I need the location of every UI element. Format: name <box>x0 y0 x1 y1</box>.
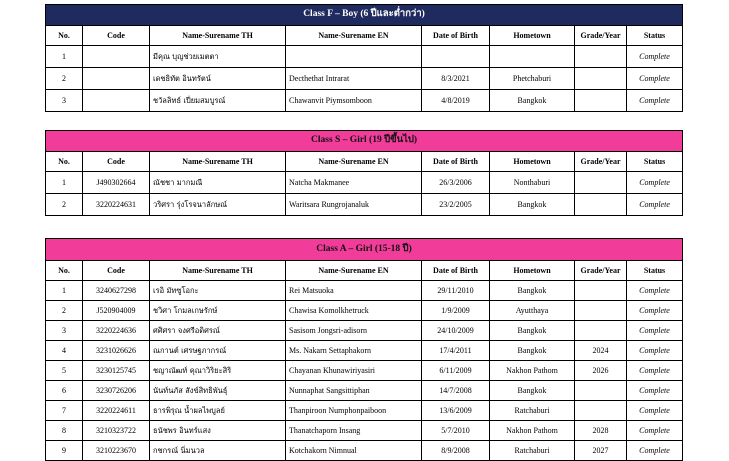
cell-hometown: Bangkok <box>490 281 575 301</box>
cell-status: Complete <box>627 68 683 90</box>
cell-no: 1 <box>46 281 83 301</box>
cell-hometown <box>490 46 575 68</box>
cell-code: 3220224636 <box>83 321 150 341</box>
cell-no: 2 <box>46 68 83 90</box>
table-row <box>46 401 683 421</box>
cell-no: 3 <box>46 90 83 112</box>
cell-status: Complete <box>627 301 683 321</box>
header-grade: Grade/Year <box>575 26 627 46</box>
header-status: Status <box>627 26 683 46</box>
cell-hometown: Nakhon Pathom <box>490 421 575 441</box>
cell-grade <box>575 381 627 401</box>
cell-hometown: Bangkok <box>490 90 575 112</box>
header-hometown: Hometown <box>490 26 575 46</box>
cell-status: Complete <box>627 381 683 401</box>
header-name-en: Name-Surename EN <box>286 152 422 172</box>
cell-no: 8 <box>46 421 83 441</box>
cell-status: Complete <box>627 194 683 216</box>
table-row <box>46 321 683 341</box>
cell-grade <box>575 90 627 112</box>
table-title: Class A – Girl (15-18 ปี) <box>46 239 683 261</box>
cell-hometown: Phetchaburi <box>490 68 575 90</box>
cell-grade <box>575 194 627 216</box>
header-dob: Date of Birth <box>422 26 490 46</box>
cell-name-en: Ms. Nakarn Settaphakorn <box>286 341 422 361</box>
cell-hometown: Bangkok <box>490 341 575 361</box>
cell-no: 5 <box>46 361 83 381</box>
cell-dob <box>422 46 490 68</box>
cell-name-en: Natcha Makmanee <box>286 172 422 194</box>
header-name-en: Name-Surename EN <box>286 261 422 281</box>
cell-name-th: วริศรา รุ่งโรจนาลักษณ์ <box>150 194 286 216</box>
cell-no: 4 <box>46 341 83 361</box>
table-row <box>46 90 683 112</box>
cell-status: Complete <box>627 441 683 461</box>
cell-code: 3210223670 <box>83 441 150 461</box>
cell-code: 3220224611 <box>83 401 150 421</box>
cell-name-th: ชวิศา โกมลเกษรักษ์ <box>150 301 286 321</box>
cell-no: 6 <box>46 381 83 401</box>
table-row <box>46 68 683 90</box>
cell-name-th: กชกรณ์ นิ่มนวล <box>150 441 286 461</box>
header-code: Code <box>83 26 150 46</box>
cell-dob: 6/11/2009 <box>422 361 490 381</box>
cell-status: Complete <box>627 421 683 441</box>
cell-status: Complete <box>627 281 683 301</box>
header-hometown: Hometown <box>490 261 575 281</box>
cell-status: Complete <box>627 46 683 68</box>
table-row <box>46 46 683 68</box>
header-status: Status <box>627 261 683 281</box>
cell-no: 9 <box>46 441 83 461</box>
header-hometown: Hometown <box>490 152 575 172</box>
cell-name-en: Thanatchaporn Insang <box>286 421 422 441</box>
cell-code: 3210323722 <box>83 421 150 441</box>
cell-dob: 29/11/2010 <box>422 281 490 301</box>
header-dob: Date of Birth <box>422 152 490 172</box>
cell-grade <box>575 401 627 421</box>
header-no: No. <box>46 152 83 172</box>
cell-status: Complete <box>627 321 683 341</box>
table-row <box>46 301 683 321</box>
cell-status: Complete <box>627 341 683 361</box>
cell-name-en <box>286 46 422 68</box>
cell-name-en: Rei Matsuoka <box>286 281 422 301</box>
cell-name-th: ธนัชพร อินทร์แสง <box>150 421 286 441</box>
header-row <box>46 261 683 281</box>
header-dob: Date of Birth <box>422 261 490 281</box>
cell-dob: 14/7/2008 <box>422 381 490 401</box>
cell-name-en: Nunnaphat Sangsittiphan <box>286 381 422 401</box>
cell-code: 3240627298 <box>83 281 150 301</box>
cell-name-en: Chawisa Komolkhetruck <box>286 301 422 321</box>
cell-dob: 17/4/2011 <box>422 341 490 361</box>
cell-grade <box>575 301 627 321</box>
table-row <box>46 441 683 461</box>
table-title: Class S – Girl (19 ปีขึ้นไป) <box>46 131 683 152</box>
cell-grade <box>575 281 627 301</box>
cell-status: Complete <box>627 90 683 112</box>
cell-hometown: Ayutthaya <box>490 301 575 321</box>
header-grade: Grade/Year <box>575 261 627 281</box>
cell-code: 3220224631 <box>83 194 150 216</box>
cell-name-en: Sasisom Jongsri-adisorn <box>286 321 422 341</box>
cell-hometown: Bangkok <box>490 194 575 216</box>
cell-code <box>83 90 150 112</box>
table-row <box>46 194 683 216</box>
cell-name-en: Decthethat Intrarat <box>286 68 422 90</box>
cell-dob: 5/7/2010 <box>422 421 490 441</box>
cell-grade: 2027 <box>575 441 627 461</box>
cell-dob: 8/9/2008 <box>422 441 490 461</box>
cell-hometown: Nonthaburi <box>490 172 575 194</box>
cell-no: 1 <box>46 46 83 68</box>
header-name-th: Name-Surename TH <box>150 26 286 46</box>
cell-name-th: ธารพิรุณ น้ำผลไพบูลย์ <box>150 401 286 421</box>
cell-name-en: Chayanan Khunawiriyasiri <box>286 361 422 381</box>
cell-code: J520904009 <box>83 301 150 321</box>
cell-hometown: Ratchaburi <box>490 401 575 421</box>
header-row <box>46 26 683 46</box>
cell-status: Complete <box>627 361 683 381</box>
cell-grade: 2024 <box>575 341 627 361</box>
cell-grade <box>575 172 627 194</box>
cell-dob: 26/3/2006 <box>422 172 490 194</box>
class-f-boy-table <box>45 4 683 112</box>
cell-name-th: เรอิ มัทซูโอกะ <box>150 281 286 301</box>
cell-code: J490302664 <box>83 172 150 194</box>
cell-no: 2 <box>46 194 83 216</box>
cell-dob: 4/8/2019 <box>422 90 490 112</box>
header-name-th: Name-Surename TH <box>150 152 286 172</box>
cell-grade: 2028 <box>575 421 627 441</box>
cell-grade <box>575 321 627 341</box>
cell-name-en: Kotchakorn Nimnual <box>286 441 422 461</box>
cell-no: 1 <box>46 172 83 194</box>
table-row <box>46 172 683 194</box>
cell-name-th: นันท์นภัส สังข์สิทธิพันธุ์ <box>150 381 286 401</box>
cell-name-en: Thanpiroon Numphonpaiboon <box>286 401 422 421</box>
cell-no: 7 <box>46 401 83 421</box>
table-title: Class F – Boy (6 ปีและต่ำกว่า) <box>46 5 683 26</box>
cell-code: 3231026626 <box>83 341 150 361</box>
table-row <box>46 341 683 361</box>
cell-status: Complete <box>627 172 683 194</box>
table-row <box>46 381 683 401</box>
cell-name-en: Chawanvit Piymsomboon <box>286 90 422 112</box>
cell-status: Complete <box>627 401 683 421</box>
header-name-en: Name-Surename EN <box>286 26 422 46</box>
class-s-girl-table <box>45 130 683 216</box>
header-code: Code <box>83 152 150 172</box>
cell-dob: 8/3/2021 <box>422 68 490 90</box>
cell-code: 3230726206 <box>83 381 150 401</box>
cell-dob: 13/6/2009 <box>422 401 490 421</box>
cell-dob: 24/10/2009 <box>422 321 490 341</box>
cell-no: 2 <box>46 301 83 321</box>
header-name-th: Name-Surename TH <box>150 261 286 281</box>
cell-name-th: มีคุณ บุญช่วยเมตตา <box>150 46 286 68</box>
header-grade: Grade/Year <box>575 152 627 172</box>
cell-name-th: ณกานต์ เศรษฐภากรณ์ <box>150 341 286 361</box>
cell-code: 3230125745 <box>83 361 150 381</box>
cell-code <box>83 68 150 90</box>
header-status: Status <box>627 152 683 172</box>
cell-code <box>83 46 150 68</box>
cell-hometown: Nakhon Pathom <box>490 361 575 381</box>
cell-hometown: Bangkok <box>490 321 575 341</box>
cell-hometown: Bangkok <box>490 381 575 401</box>
cell-name-en: Waritsara Rungrojanaluk <box>286 194 422 216</box>
cell-no: 3 <box>46 321 83 341</box>
cell-dob: 1/9/2009 <box>422 301 490 321</box>
cell-dob: 23/2/2005 <box>422 194 490 216</box>
header-code: Code <box>83 261 150 281</box>
cell-grade: 2026 <box>575 361 627 381</box>
cell-name-th: ชวัลลิทธ์ เปี่ยมสมบูรณ์ <box>150 90 286 112</box>
header-row <box>46 152 683 172</box>
cell-name-th: ศศิศรา จงศรีอดิศรณ์ <box>150 321 286 341</box>
class-a-girl-table <box>45 238 683 461</box>
cell-name-th: ณัชชา มากมณี <box>150 172 286 194</box>
table-row <box>46 281 683 301</box>
table-row <box>46 421 683 441</box>
header-no: No. <box>46 26 83 46</box>
header-no: No. <box>46 261 83 281</box>
cell-grade <box>575 46 627 68</box>
cell-name-th: เดชธิทัต อินทรัตน์ <box>150 68 286 90</box>
table-row <box>46 361 683 381</box>
cell-hometown: Ratchaburi <box>490 441 575 461</box>
cell-name-th: ชญาณัฒท์ คุณาวิริยะสิริ <box>150 361 286 381</box>
cell-grade <box>575 68 627 90</box>
